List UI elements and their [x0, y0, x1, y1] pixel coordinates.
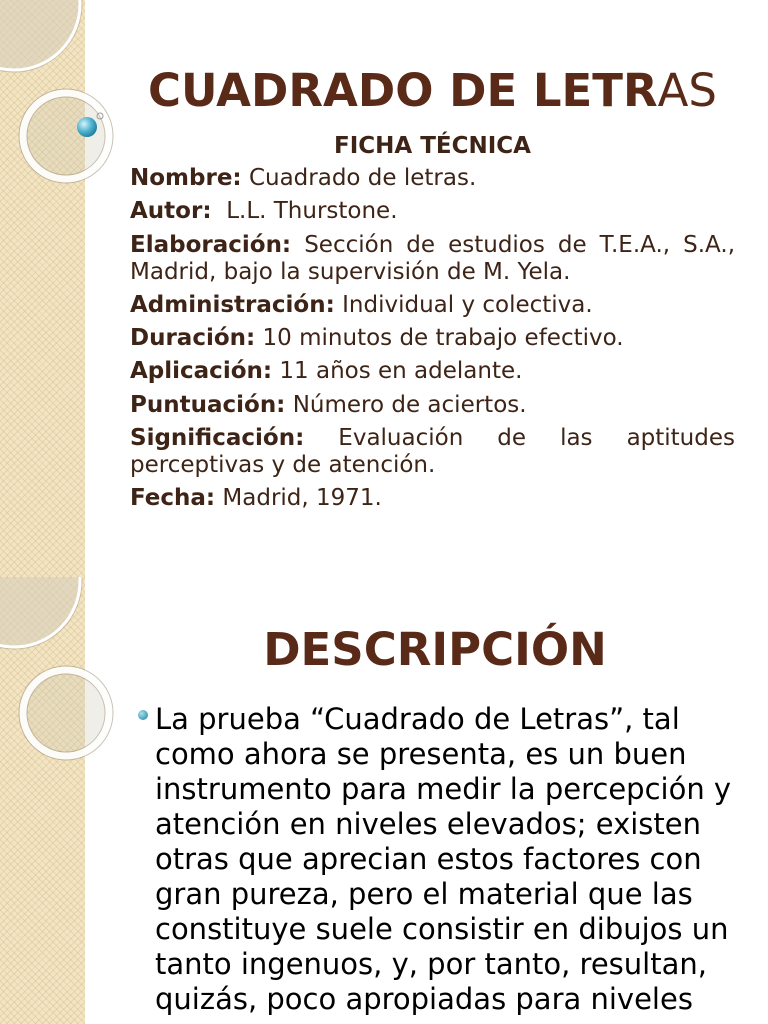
slide-descripcion — [0, 577, 768, 1024]
field-value: Número de aciertos. — [292, 391, 527, 418]
field-nombre — [130, 165, 735, 192]
description-line: gran pureza, pero el material que las — [155, 877, 693, 911]
field-label: Puntuación: — [130, 391, 286, 418]
field-value: L.L. Thurstone. — [226, 198, 398, 225]
field-value: Cuadrado de letras. — [248, 165, 477, 191]
description-line: instrumento para medir la percepción y — [155, 772, 732, 806]
title-bold-part: CUADRADO DE LETR — [148, 64, 658, 117]
field-label: Fecha: — [130, 485, 216, 512]
field-label: Administración: — [130, 291, 335, 318]
field-label: Nombre: — [130, 165, 242, 191]
circle-ornament — [0, 0, 82, 72]
description-line: atención en niveles elevados; existen — [155, 807, 701, 841]
field-label: Duración: — [130, 325, 256, 352]
technical-sheet-list — [130, 165, 735, 519]
blue-sphere-icon — [77, 117, 97, 137]
field-label: Elaboración: — [130, 231, 292, 258]
title-regular-part: AS — [657, 64, 717, 117]
field-administracion — [130, 292, 735, 319]
field-label: Autor: — [130, 198, 212, 225]
slide-title: DESCRIPCIÓN — [263, 623, 607, 676]
ring-ornament — [19, 666, 113, 760]
description-line: La prueba “Cuadrado de Letras”, tal — [155, 702, 680, 736]
field-value: Individual y colectiva. — [342, 291, 593, 318]
description-line: otras que aprecian estos factores con — [155, 842, 702, 876]
field-puntuacion — [130, 392, 735, 419]
decorative-circles — [0, 577, 130, 777]
description-line: quizás, poco apropiadas para niveles — [155, 982, 693, 1016]
field-value: Madrid, 1971. — [222, 485, 382, 512]
field-duracion — [130, 325, 735, 352]
description-paragraph — [155, 702, 731, 1017]
field-value: Evaluación de las aptitudes perceptivas y de atención. — [130, 425, 735, 479]
field-aplicacion — [130, 358, 735, 385]
field-fecha — [130, 485, 735, 512]
decorative-circles — [0, 0, 130, 200]
field-significacion — [130, 425, 735, 479]
description-line: como ahora se presenta, es un buen — [155, 737, 687, 771]
description-line: tanto ingenuos, y, por tanto, resultan, — [155, 947, 707, 981]
field-value: 10 minutos de trabajo efectivo. — [262, 325, 624, 352]
ring-ornament — [19, 89, 113, 183]
field-value: 11 años en adelante. — [279, 358, 523, 385]
field-label: Aplicación: — [130, 358, 273, 385]
field-label: Significación: — [130, 425, 305, 452]
field-value: Sección de estudios de T.E.A., S.A., Madrid, bajo la supervisión de M. Yela. — [130, 231, 736, 285]
slide-title — [130, 64, 735, 118]
bullet-dot-icon — [138, 710, 148, 720]
circle-ornament — [0, 577, 82, 649]
section-heading: FICHA TÉCNICA — [334, 133, 531, 159]
field-elaboracion — [130, 232, 735, 286]
description-line: constituye suele consistir en dibujos un — [155, 912, 729, 946]
field-autor — [130, 198, 735, 225]
